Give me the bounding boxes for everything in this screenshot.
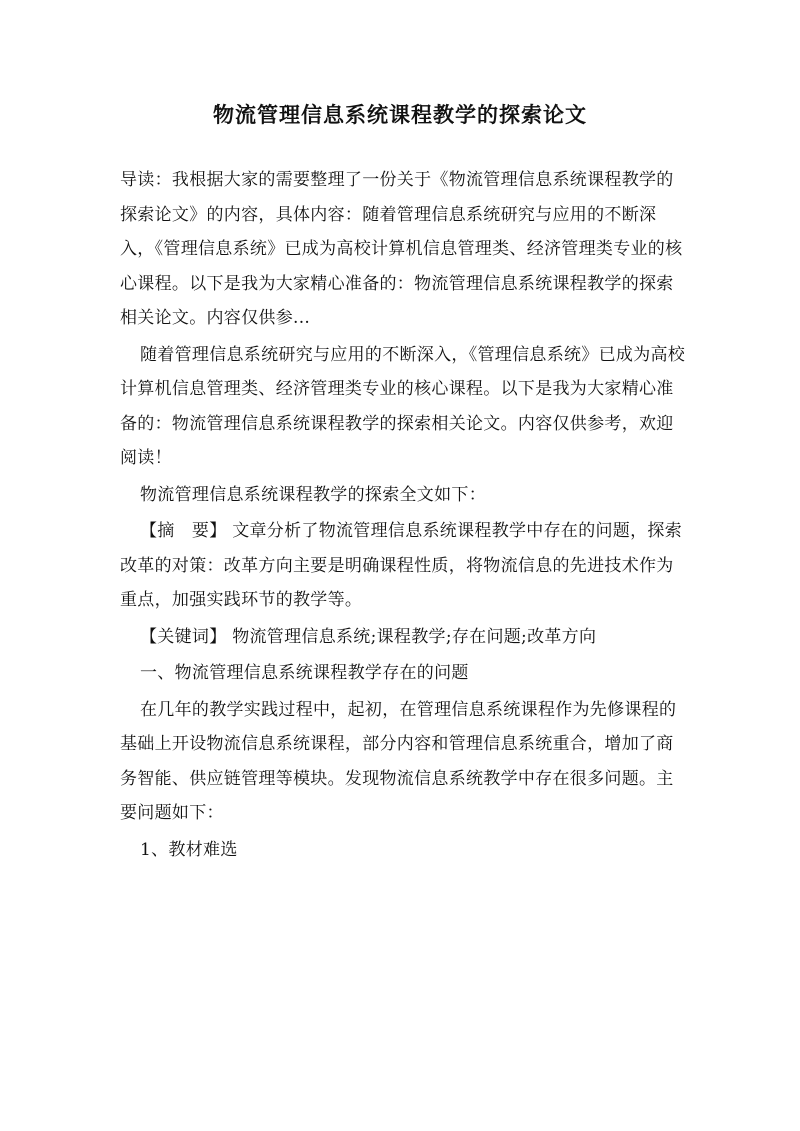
- intro-paragraph: 导读：我根据大家的需要整理了一份关于《物流管理信息系统课程教学的探索论文》的内容，具体内容：随着管理信息系统研究与应用的不断深入，《管理信息系统》已成为高校计算机信息管理类、经济管理类专业的核心课程。以下是我为大家精心准备的：物流管理信息系统课程教学的探索相关论文。内容仅供参...: [120, 170, 683, 328]
- body-paragraph-1: 随着管理信息系统研究与应用的不断深入，《管理信息系统》已成为高校计算机信息管理类、经济管理类专业的核心课程。以下是我为大家精心准备的：物流管理信息系统课程教学的探索相关论文。内容仅供参考，欢迎阅读！: [120, 344, 686, 468]
- document-title: 物流管理信息系统课程教学的探索论文: [213, 103, 587, 127]
- body-paragraph-3: 在几年的教学实践过程中，起初，在管理信息系统课程作为先修课程的基础上开设物流信息系统课程，部分内容和管理信息系统重合，增加了商务智能、供应链管理等模块。发现物流信息系统教学中存在很多问题。主要问题如下：: [120, 699, 677, 823]
- abstract-paragraph: 【摘 要】 文章分析了物流管理信息系统课程教学中存在的问题，探索改革的对策：改革方向主要是明确课程性质，将物流信息的先进技术作为重点，加强实践环节的教学等。: [120, 521, 683, 610]
- section-heading-1: 一、物流管理信息系统课程教学存在的问题: [140, 663, 469, 683]
- keywords-paragraph: 【关键词】 物流管理信息系统;课程教学;存在问题;改革方向: [140, 626, 597, 647]
- document-body: [120, 163, 690, 867]
- body-paragraph-2: 物流管理信息系统课程教学的探索全文如下：: [140, 484, 486, 505]
- subsection-heading-1: 1、教材难选: [140, 839, 238, 860]
